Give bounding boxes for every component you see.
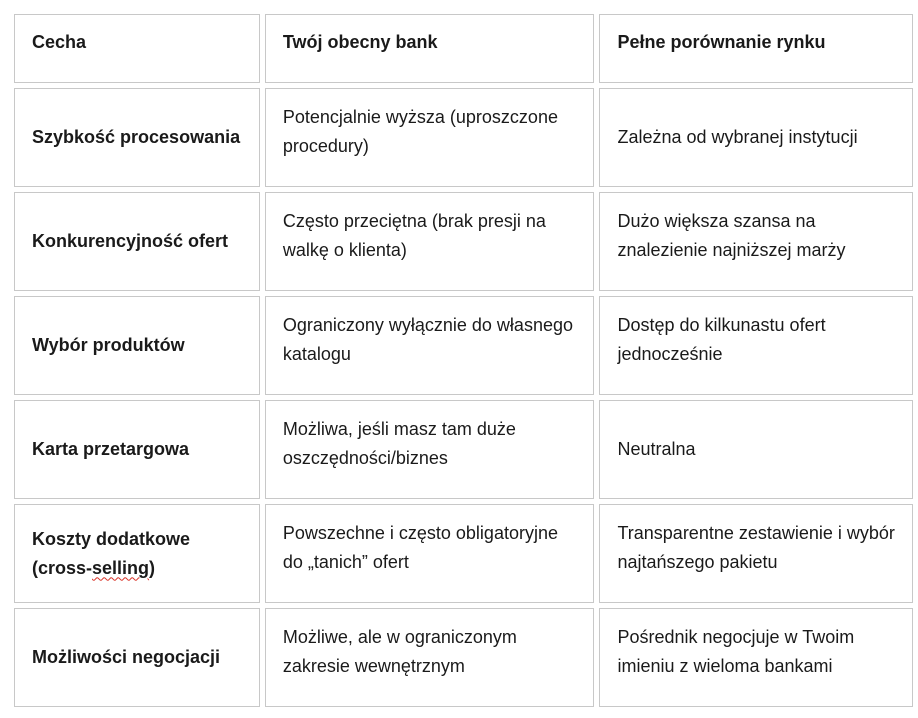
table-header-row — [14, 14, 913, 83]
current-bank-cell: Ograniczony wyłącznie do własnego katalogu — [265, 296, 595, 395]
current-bank-cell: Powszechne i często obligatoryjne do „tanich” ofert — [265, 504, 595, 603]
table-row — [14, 608, 913, 707]
feature-cell-sub-pre: (cross- — [32, 557, 93, 578]
market-comparison-cell: Zależna od wybranej instytucji — [599, 88, 913, 187]
current-bank-cell: Potencjalnie wyższa (uproszczone procedury) — [265, 88, 595, 187]
feature-cell: Możliwości negocjacji — [14, 608, 260, 707]
current-bank-cell: Możliwa, jeśli masz tam duże oszczędności/biznes — [265, 400, 595, 499]
spellcheck-underlined-word: selling — [92, 557, 150, 578]
feature-cell: Konkurencyjność ofert — [14, 192, 260, 291]
feature-cell: Szybkość procesowania — [14, 88, 260, 187]
market-comparison-cell: Pośrednik negocjuje w Twoim imieniu z wieloma bankami — [599, 608, 913, 707]
header-cell-feature: Cecha — [14, 14, 260, 83]
feature-cell — [14, 504, 260, 603]
market-comparison-cell: Neutralna — [599, 400, 913, 499]
comparison-table — [9, 9, 918, 712]
current-bank-cell: Często przeciętna (brak presji na walkę o klienta) — [265, 192, 595, 291]
market-comparison-cell: Dużo większa szansa na znalezienie najniższej marży — [599, 192, 913, 291]
market-comparison-cell: Dostęp do kilkunastu ofert jednocześnie — [599, 296, 913, 395]
table-row — [14, 88, 913, 187]
feature-cell-main: Koszty dodatkowe — [32, 528, 191, 549]
table-row — [14, 504, 913, 603]
feature-cell-sub-post: ) — [149, 557, 156, 578]
feature-cell: Karta przetargowa — [14, 400, 260, 499]
market-comparison-cell: Transparentne zestawienie i wybór najtańszego pakietu — [599, 504, 913, 603]
table-row — [14, 296, 913, 395]
table-row — [14, 192, 913, 291]
feature-cell: Wybór produktów — [14, 296, 260, 395]
header-cell-market-comparison: Pełne porównanie rynku — [599, 14, 913, 83]
current-bank-cell: Możliwe, ale w ograniczonym zakresie wewnętrznym — [265, 608, 595, 707]
table-row — [14, 400, 913, 499]
header-cell-current-bank: Twój obecny bank — [265, 14, 595, 83]
